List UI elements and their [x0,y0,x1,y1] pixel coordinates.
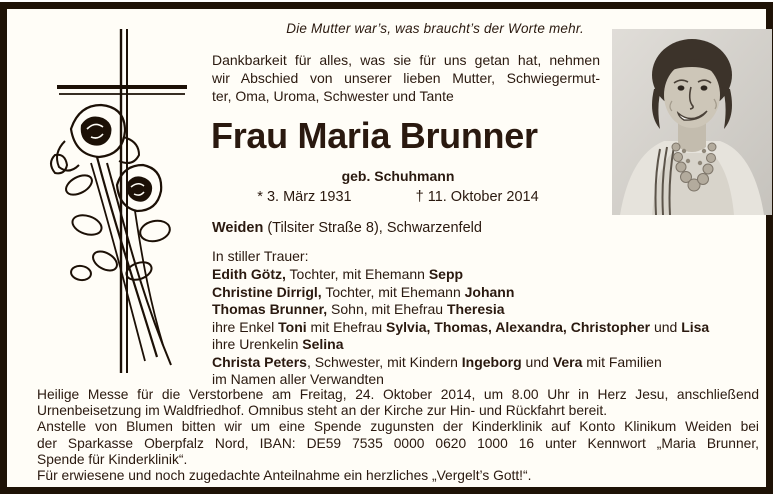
residence-city: Weiden [212,220,264,236]
mourners-list [212,266,709,389]
mass-line: Heilige Messe für die Verstorbene am Freitag, 24. Oktober 2014, um 8.00 Uhr in Herz Jesu, anschließend [37,387,759,402]
intro-line: Dankbarkeit für alles, was sie für uns getan hat, nehmen [212,52,600,68]
mourner-name: Sylvia, Thomas, Alexandra, Christopher [386,318,651,335]
mourner-relation: , Schwester, mit Kindern [306,353,462,370]
deceased-name: Frau Maria Brunner [211,115,538,156]
mourner-relation: im Namen aller Verwandten [212,371,384,387]
service-notice [37,387,759,484]
mourner-relation: mit Ehefrau [306,318,387,335]
mourner-name: Lisa [681,318,710,335]
mourner-line [212,284,709,302]
mourner-relation: und [521,353,553,370]
mourner-name: Thomas Brunner, [212,301,328,317]
intro-line: ter, Oma, Uroma, Schwester und Tante [212,88,454,104]
mourner-name: Toni [278,318,307,335]
mourner-name: Vera [552,353,583,370]
mourner-line [212,371,709,389]
life-dates [212,189,584,205]
mourner-name: Theresia [446,301,505,317]
thanks-line: Für erwiesene und noch zugedachte Anteilnahme ein herzliches „Vergelt’s Gott!“. [37,468,532,484]
intro-line: wir Abschied von unserer lieben Mutter, Schwiegermut- [212,70,600,86]
portrait-photo [612,29,772,215]
mourning-heading: In stiller Trauer: [212,248,309,264]
cross-with-roses-icon [35,25,195,377]
birth-date: * 3. März 1931 [257,189,352,205]
mourner-line [212,336,709,354]
mourner-line [212,319,709,337]
mourner-relation: und [650,318,682,335]
mourner-relation: ihre Enkel [212,318,279,335]
maiden-name: geb. Schuhmann [341,168,455,184]
deceased-portrait-icon [612,29,772,215]
mourner-relation: Tochter, mit Ehemann [285,266,429,282]
epigraph: Die Mutter war’s, was braucht’s der Worte mehr. [286,21,584,36]
mass-line: Urnenbeisetzung im Waldfriedhof. Omnibus steht an der Kirche zur Hin- und Rückfahrt bereit. [37,403,608,419]
donation-line: der Sparkasse Oberpfalz Nord, IBAN: DE59 7535 0000 0620 1000 16 unter Kennwort „Maria Brunner, [37,435,759,451]
mourner-name: Selina [302,336,344,352]
intro-paragraph [212,51,600,105]
donation-line: Spende für Kinderklinik“. [37,451,188,467]
mourner-name: Christa Peters [212,353,307,370]
residence-line [212,220,482,236]
mourner-name: Sepp [428,266,464,282]
mourner-name: Christine Dirrigl, [212,283,322,300]
mourner-name: Johann [464,283,515,300]
death-date: † 11. Oktober 2014 [415,189,539,205]
mourner-name: Edith Götz, [212,266,286,282]
mourner-relation: Sohn, mit Ehefrau [327,301,447,317]
mourner-name: Ingeborg [461,353,522,370]
mourner-relation: Tochter, mit Ehemann [321,283,465,300]
mourner-line [212,354,709,372]
mourner-relation: mit Familien [582,353,662,370]
notice-border [0,2,773,494]
donation-line: Anstelle von Blumen bitten wir um eine Spende zugunsten der Kinderklinik auf Konto Klinikum Weiden bei [37,419,759,435]
mourner-line [212,301,709,319]
mourner-line [212,266,709,284]
mourner-relation: ihre Urenkelin [212,336,303,352]
residence-detail: (Tilsiter Straße 8), Schwarzenfeld [263,220,482,236]
